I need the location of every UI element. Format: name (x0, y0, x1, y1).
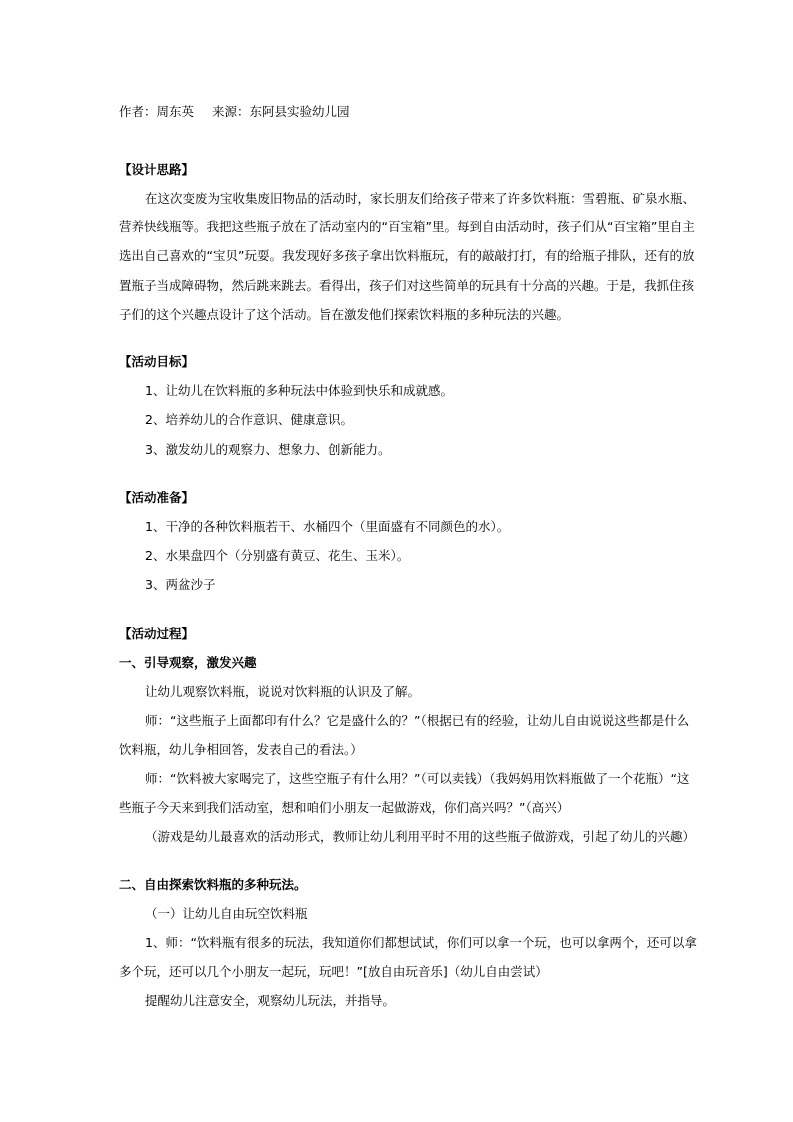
paragraph-line: 些瓶子今天来到我们活动室，想和咱们小朋友一起做游戏，你们高兴吗？”（高兴） (119, 800, 570, 815)
prep-item: 2、水果盘四个（分别盛有黄豆、花生、玉米）。 (145, 548, 410, 563)
prep-item: 3、两盆沙子 (145, 577, 216, 592)
part2-subtitle: （一）让幼儿自由玩空饮料瓶 (145, 906, 308, 921)
source: 来源：东阿县实验幼儿园 (212, 104, 350, 119)
paragraph-line: 饮料瓶，幼儿争相回答，发表自己的看法。） (119, 742, 363, 757)
paragraph-line: 让幼儿观察饮料瓶，说说对饮料瓶的认识及了解。 (145, 684, 421, 699)
paragraph-line: 选出自己喜欢的“宝贝”玩耍。我发现好多孩子拿出饮料瓶玩，有的敲敲打打，有的给瓶子排队，还有的放 (119, 248, 695, 263)
part2-title: 二、自由探索饮料瓶的多种玩法。 (119, 877, 307, 892)
goal-item: 2、培养幼儿的合作意识、健康意识。 (145, 412, 353, 427)
paragraph-line: 师：“这些瓶子上面都印有什么？它是盛什么的？”（根据已有的经验，让幼儿自由说说这些都是什么 (145, 713, 690, 728)
paragraph-line: 多个玩，还可以几个小朋友一起玩，玩吧！”[放自由玩音乐]（幼儿自由尝试） (119, 964, 548, 979)
goal-item: 3、激发幼儿的观察力、想象力、创新能力。 (145, 442, 391, 457)
part1-title: 一、引导观察，激发兴趣 (119, 655, 257, 670)
goal-item: 1、让幼儿在饮料瓶的多种玩法中体验到快乐和成就感。 (145, 383, 453, 398)
paragraph-line: 在这次变废为宝收集废旧物品的活动时，家长朋友们给孩子带来了许多饮料瓶：雪碧瓶、矿泉水瓶、 (145, 191, 696, 206)
paragraph-line: 1、师：“饮料瓶有很多的玩法，我知道你们都想试试，你们可以拿一个玩，也可以拿两个，还可以拿 (145, 935, 697, 950)
goals-heading: 【活动目标】 (119, 354, 195, 369)
process-heading: 【活动过程】 (119, 626, 195, 641)
paragraph-line: 子们的这个兴趣点设计了这个活动。旨在激发他们探索饮料瓶的多种玩法的兴趣。 (119, 307, 570, 322)
design-heading: 【设计思路】 (119, 162, 195, 177)
paragraph-line: （游戏是幼儿最喜欢的活动形式，教师让幼儿利用平时不用的这些瓶子做游戏，引起了幼儿的兴趣） (145, 829, 696, 844)
byline (119, 104, 350, 120)
paragraph-line: 提醒幼儿注意安全，观察幼儿玩法，并指导。 (145, 993, 396, 1008)
paragraph-line: 师：“饮料被大家喝完了，这些空瓶子有什么用？”（可以卖钱）（我妈妈用饮料瓶做了一个花瓶）“这 (145, 771, 690, 786)
paragraph-line: 营养快线瓶等。我把这些瓶子放在了活动室内的“百宝箱”里。每到自由活动时，孩子们从“百宝箱”里自主 (119, 219, 695, 234)
author: 作者：周东英 (119, 104, 195, 119)
paragraph-line: 置瓶子当成障碍物，然后跳来跳去。看得出，孩子们对这些简单的玩具有十分高的兴趣。于是，我抓住孩 (119, 278, 695, 293)
prep-heading: 【活动准备】 (119, 490, 195, 505)
prep-item: 1、干净的各种饮料瓶若干、水桶四个（里面盛有不同颜色的水）。 (145, 519, 510, 534)
